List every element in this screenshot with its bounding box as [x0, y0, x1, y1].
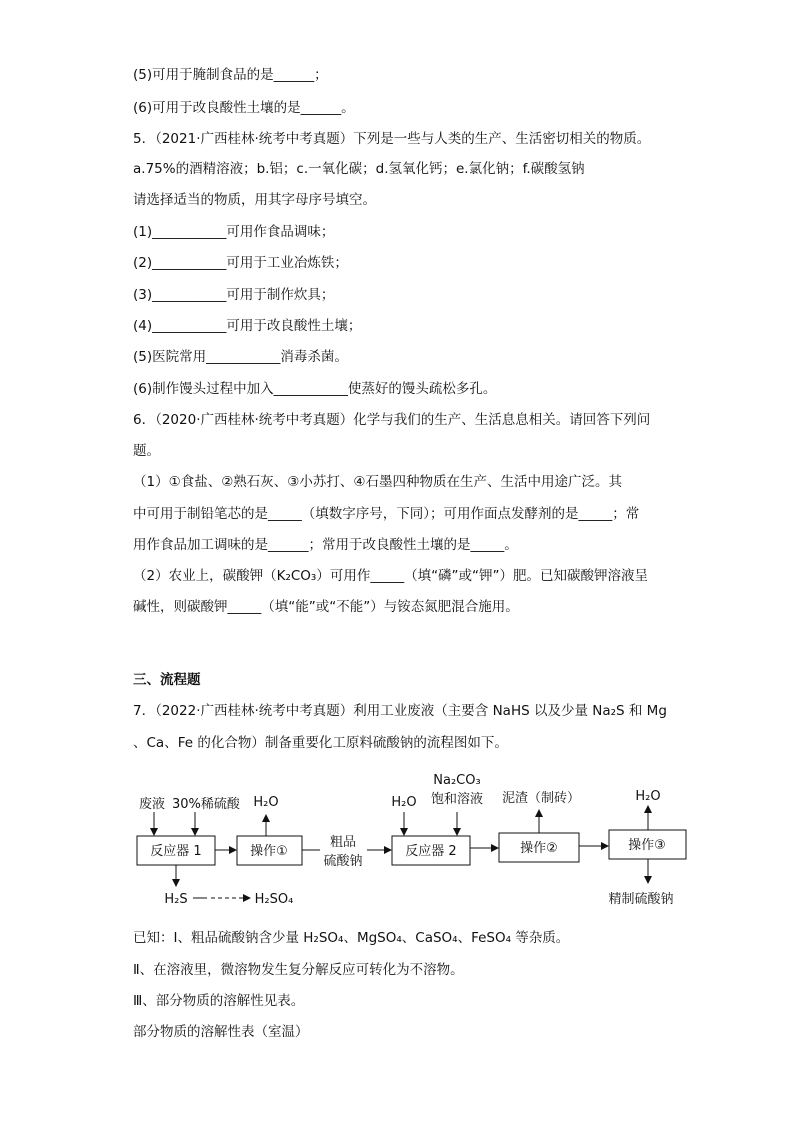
text-line: 中可用于制铅笔芯的是_____（填数字序号，下同）；可用作面点发酵剂的是_____；常	[133, 506, 640, 522]
input-dilute-sulfuric-acid: 30%稀硫酸	[172, 797, 240, 812]
text-line: 请选择适当的物质，用其字母序号填空。	[133, 192, 376, 208]
saturated-solution-label: 饱和溶液	[430, 792, 484, 807]
question-5-stem: 5．（2021·广西桂林·统考中考真题）下列是一些与人类的生产、生活密切相关的物质。	[133, 131, 651, 147]
water-out-1: H₂O	[253, 795, 279, 810]
section-title: 三、流程题	[133, 672, 201, 688]
refined-product-label: 精制硫酸钠	[608, 892, 674, 907]
text-line: 题。	[133, 443, 160, 459]
water-in-label: H₂O	[391, 795, 417, 810]
text-line: (4)___________可用于改良酸性土壤；	[133, 318, 362, 334]
text-line: 用作食品加工调味的是______；常用于改良酸性土壤的是_____。	[133, 537, 518, 553]
text-line: 碱性，则碳酸钾_____（填“能”或“不能”）与铵态氮肥混合施用。	[133, 599, 519, 615]
known-line: Ⅲ、部分物质的溶解性见表。	[133, 993, 305, 1009]
question-6-stem: 6．（2020·广西桂林·统考中考真题）化学与我们的生产、生活息息相关。请回答下列问	[133, 412, 651, 428]
text-line: 、Ca、Fe 的化合物）制备重要化工原料硫酸钠的流程图如下。	[133, 735, 508, 751]
known-line: Ⅱ、在溶液里，微溶物发生复分解反应可转化为不溶物。	[133, 962, 464, 978]
text-line: (1)___________可用作食品调味；	[133, 224, 335, 240]
crude-product-label: 粗品	[329, 835, 357, 850]
text-line: (2)___________可用于工业冶炼铁；	[133, 255, 348, 271]
water-out-3: H₂O	[635, 789, 661, 804]
sodium-carbonate-label: Na₂CO₃	[433, 773, 481, 788]
text-line: (3)___________可用于制作炊具；	[133, 287, 335, 303]
reactor-1-label: 反应器 1	[150, 844, 202, 859]
question-7-stem: 7．（2022·广西桂林·统考中考真题）利用工业废液（主要含 NaHS 以及少量 Na₂S 和 Mg	[133, 703, 667, 719]
text-line: (6)制作馒头过程中加入___________使蒸好的馒头疏松多孔。	[133, 381, 497, 397]
text-line: （1）①食盐、②熟石灰、③小苏打、④石墨四种物质在生产、生活中用途广泛。其	[133, 474, 622, 490]
text-line: (6)可用于改良酸性土壤的是______。	[133, 100, 355, 116]
text-line: （2）农业上，碳酸钾（K₂CO₃）可用作_____（填“磷”或“钾”）肥。已知碳酸钾溶液呈	[133, 568, 649, 584]
sludge-label: 泥渣（制砖）	[501, 791, 581, 806]
flow-diagram	[0, 765, 794, 915]
table-caption: 部分物质的溶解性表（室温）	[133, 1024, 309, 1040]
h2so4-label: H₂SO₄	[254, 892, 294, 907]
operation-3-label: 操作③	[628, 838, 666, 853]
h2s-label: H₂S	[164, 892, 188, 907]
text-line: a.75%的酒精溶液；b.铝；c.一氧化碳；d.氢氧化钙；e.氯化钠；f.碳酸氢钠	[133, 161, 585, 177]
operation-1-label: 操作①	[250, 844, 288, 859]
operation-2-label: 操作②	[520, 841, 558, 856]
input-waste-liquid: 废液	[139, 797, 166, 812]
known-line: 已知：Ⅰ、粗品硫酸钠含少量 H₂SO₄、MgSO₄、CaSO₄、FeSO₄ 等杂质。	[133, 930, 570, 946]
reactor-2-label: 反应器 2	[405, 844, 457, 859]
text-line: (5)可用于腌制食品的是______；	[133, 67, 328, 83]
crude-product-label: 硫酸钠	[323, 854, 363, 869]
text-line: (5)医院常用___________消毒杀菌。	[133, 349, 348, 365]
